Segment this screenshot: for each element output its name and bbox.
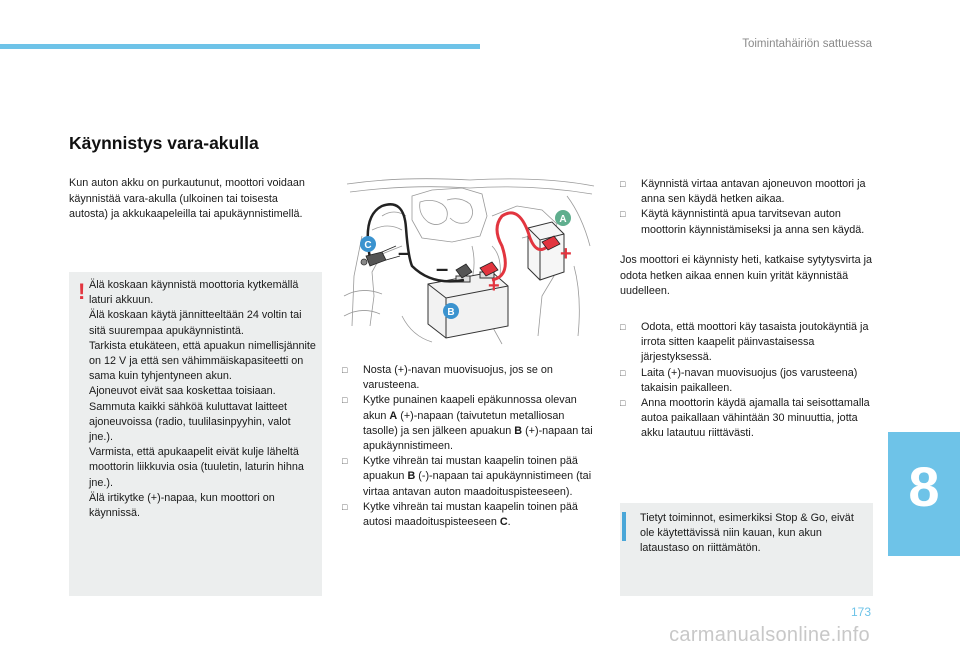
list-item — [342, 363, 598, 393]
chapter-number: 8 — [908, 455, 940, 518]
jump-start-illustration — [342, 176, 597, 346]
list-item — [342, 393, 598, 454]
list-item — [620, 320, 878, 366]
warning-line: Tarkista etukäteen, että apuakun nimellisjännite on 12 V ja että sen vähimmäiskapasiteetti on sama kuin tyhjentyneen akun. — [89, 339, 316, 383]
list-item — [342, 500, 598, 530]
checkbox-bullet-icon: □ — [620, 367, 626, 378]
warning-line: Sammuta kaikki sähköä kuluttavat laitteet ajoneuvoissa (radio, tuulilasinpyyhin, valot jne.). — [89, 400, 291, 444]
list-item — [620, 366, 878, 396]
connection-steps-list — [342, 363, 598, 530]
step-label-c: C — [499, 516, 508, 529]
info-marker-icon — [622, 512, 626, 541]
checkbox-bullet-icon: □ — [620, 179, 626, 189]
chapter-header-title: Toimintahäiriön sattuessa — [742, 38, 872, 50]
header-accent-bar — [0, 44, 480, 49]
warning-line: Ajoneuvot eivät saa koskettaa toisiaan. — [89, 385, 276, 398]
start-steps-list — [620, 177, 878, 238]
checkbox-bullet-icon: □ — [620, 209, 626, 220]
step-text: Nosta (+)-navan muovisuojus, jos se on varusteena. — [363, 364, 553, 392]
intro-paragraph: Kun auton akku on purkautunut, moottori voidaan käynnistää vara-akulla (ulkoinen tai toisesta autosta) ja akkukaapeleilla tai apukäynnistimellä. — [69, 177, 305, 220]
ground-point — [361, 259, 367, 265]
step-text: (+)-napaan tai apukäynnistimeen. — [363, 424, 593, 453]
step-text: (+)-napaan (taivutetun metalliosan tasolle) ja sen jälkeen apuakun — [363, 409, 565, 437]
checkbox-bullet-icon: □ — [620, 398, 626, 409]
warning-line: Älä koskaan käytä jännitteeltään 24 voltin tai sitä suurempaa apukäynnistintä. — [89, 309, 302, 337]
list-item — [620, 396, 878, 442]
step-text: . — [507, 516, 511, 529]
list-item — [620, 177, 878, 207]
step-text: Kytke vihreän tai mustan kaapelin toinen pää autosi maadoituspisteeseen — [363, 500, 578, 529]
battery-a — [528, 222, 564, 280]
checkbox-bullet-icon: □ — [342, 501, 348, 512]
list-item — [620, 207, 878, 237]
step-text: Odota, että moottori käy tasaista joutokäyntiä ja irrota sitten kaapelit päinvastaisessa järjestyksessä. — [641, 321, 869, 364]
step-text: Käynnistä virtaa antavan ajoneuvon moottori ja anna sen käydä hetken aikaa. — [641, 178, 866, 206]
retry-paragraph: Jos moottori ei käynnisty heti, katkaise sytytysvirta ja odota hetken aikaa ennen kuin yrität käynnistää uudelleen. — [620, 254, 873, 297]
warning-exclamation-icon: ! — [78, 279, 86, 304]
checkbox-bullet-icon: □ — [342, 456, 348, 467]
step-label-b: B — [514, 424, 523, 437]
checkbox-bullet-icon: □ — [342, 395, 348, 406]
warning-line: Älä irtikytke (+)-napaa, kun moottori on käynnissä. — [89, 491, 275, 520]
list-item — [342, 454, 598, 500]
step-text: Kytke punainen kaapeli epäkunnossa olevan akun — [363, 394, 577, 422]
finish-steps-list — [620, 320, 878, 442]
step-label-b: B — [407, 470, 416, 483]
watermark-text: carmanualsonline.info — [669, 624, 870, 646]
step-text: Käytä käynnistintä apua tarvitsevan auton moottorin käynnistämiseksi ja anna sen käydä. — [641, 208, 865, 236]
plus-sign: + — [560, 243, 572, 265]
checkbox-bullet-icon: □ — [342, 365, 348, 375]
step-text: Laita (+)-navan muovisuojus (jos varusteena) takaisin paikalleen. — [641, 366, 858, 394]
warning-line: Älä koskaan käynnistä moottoria kytkemällä laturi akkuun. — [89, 279, 299, 307]
warning-line: Varmista, että apukaapelit eivät kulje läheltä moottorin liikkuvia osia (tuuletin, laturin hihna jne.). — [89, 446, 304, 489]
minus-sign: – — [398, 240, 411, 265]
step-label-a: A — [389, 409, 398, 422]
checkbox-bullet-icon: □ — [620, 322, 626, 332]
step-text: Kytke vihreän tai mustan kaapelin toinen pää apuakun — [363, 455, 578, 483]
info-text: Tietyt toiminnot, esimerkiksi Stop & Go, eivät ole käytettävissä niin kauan, kun akun lataustaso on riittämätön. — [640, 512, 854, 555]
step-text: Anna moottorin käydä ajamalla tai seisottamalla autoa paikallaan vähintään 30 minuuttia, jotta akku latautuu riittävästi. — [641, 397, 870, 440]
label-b: B — [447, 307, 455, 318]
info-box — [620, 503, 873, 596]
minus-sign: – — [436, 256, 449, 281]
step-text: (-)-napaan tai apukäynnistimeen (tai virtaa antavan auton maadoituspisteeseen). — [363, 470, 592, 498]
warning-text — [89, 278, 317, 521]
page-number: 173 — [850, 605, 871, 619]
label-c: C — [364, 240, 372, 251]
plus-sign: + — [488, 275, 500, 297]
label-a: A — [559, 214, 567, 225]
warning-box — [69, 272, 322, 596]
section-title: Käynnistys vara-akulla — [69, 133, 259, 153]
